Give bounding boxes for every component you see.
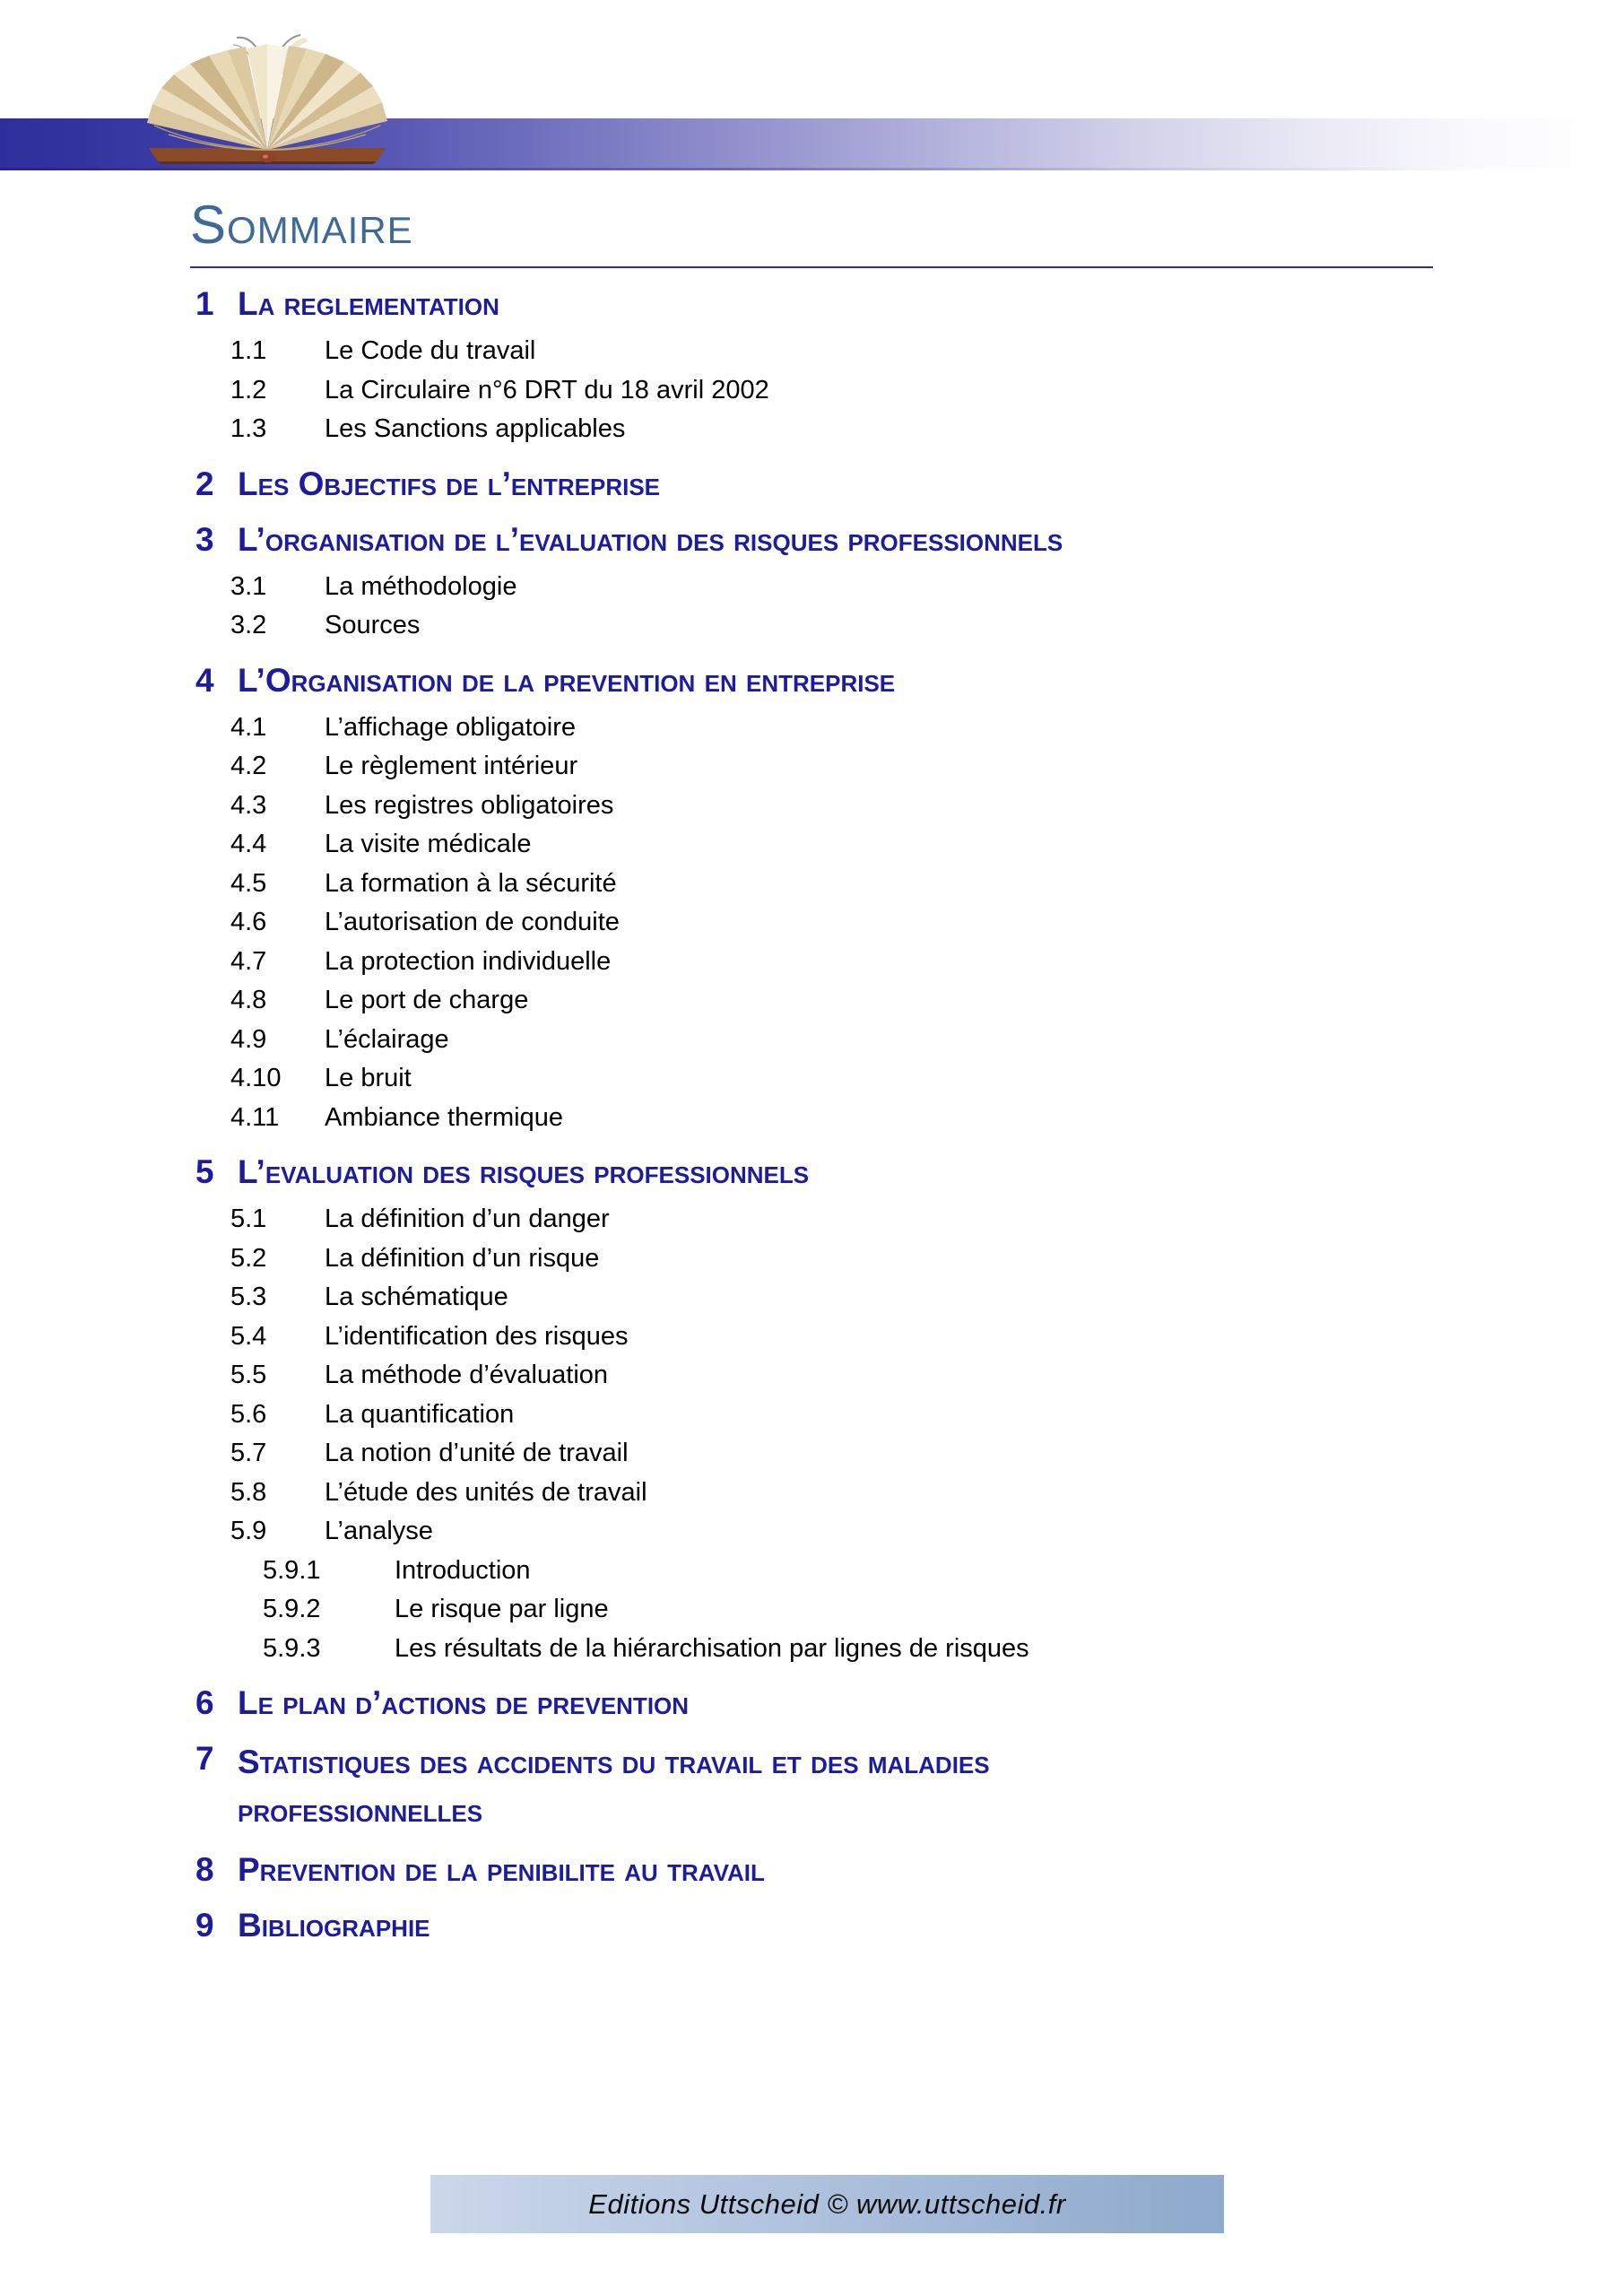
toc <box>195 283 1469 1953</box>
toc-item <box>230 606 1469 646</box>
toc-section-number: 3 <box>195 520 214 558</box>
toc-item-number: 5.8 <box>230 1477 267 1507</box>
toc-item-label: Le règlement intérieur <box>325 752 578 780</box>
toc-item-number: 5.9.1 <box>263 1555 321 1585</box>
toc-item-label: La définition d’un danger <box>325 1205 610 1233</box>
toc-item <box>230 825 1469 865</box>
toc-item-label: Sources <box>325 611 421 639</box>
toc-section-label <box>238 1683 689 1724</box>
toc-item-number: 3.1 <box>230 571 267 601</box>
toc-section <box>195 1849 1469 1891</box>
toc-section-label-line: Prevention de la penibilite au travail <box>238 1851 765 1888</box>
toc-section <box>195 660 1469 701</box>
toc-item-number: 4.11 <box>230 1102 280 1132</box>
toc-item-number: 5.7 <box>230 1439 267 1467</box>
toc-item-number: 4.5 <box>230 868 267 898</box>
toc-item-number: 5.9.3 <box>263 1633 321 1663</box>
toc-item <box>230 981 1469 1021</box>
toc-item <box>230 1200 1469 1239</box>
toc-item-number: 5.9.2 <box>263 1595 321 1623</box>
toc-item <box>230 410 1469 449</box>
toc-item-label: L’étude des unités de travail <box>325 1477 647 1507</box>
toc-item-number: 3.2 <box>230 611 267 639</box>
footer-band <box>430 2175 1224 2233</box>
toc-item <box>230 1474 1469 1513</box>
toc-section-label-line: Bibliographie <box>238 1907 430 1944</box>
toc-section-label <box>238 283 499 325</box>
toc-section-label-line: professionnelles <box>238 1792 483 1829</box>
toc-section-number: 1 <box>195 285 214 322</box>
toc-section <box>195 464 1469 505</box>
toc-item-label: Le risque par ligne <box>395 1595 609 1623</box>
toc-section-number: 6 <box>195 1684 214 1721</box>
toc-section-label-line: L’Organisation de la prevention en entreprise <box>238 661 896 699</box>
toc-item-label: La formation à la sécurité <box>325 868 617 898</box>
toc-item-number: 4.2 <box>230 752 267 780</box>
toc-section-label-line: Les Objectifs de l’entreprise <box>238 465 661 502</box>
toc-item-label: L’analyse <box>325 1517 433 1545</box>
toc-item-number: 4.4 <box>230 830 267 858</box>
toc-item <box>230 865 1469 904</box>
toc-section-label-line: L’evaluation des risques professionnels <box>238 1153 810 1190</box>
toc-section-number: 4 <box>195 661 214 699</box>
toc-section-label <box>238 1152 809 1193</box>
toc-item <box>230 1059 1469 1099</box>
toc-item-number: 1.1 <box>230 336 267 365</box>
toc-item-number: 1.3 <box>230 414 267 443</box>
toc-section-number: 7 <box>195 1740 214 1777</box>
toc-section-number: 9 <box>195 1907 214 1944</box>
toc-item-number: 4.6 <box>230 908 267 936</box>
toc-section-label <box>238 1849 765 1891</box>
toc-item-label: La notion d’unité de travail <box>325 1439 629 1467</box>
toc-section-label <box>238 660 895 701</box>
toc-section-label <box>238 464 660 505</box>
toc-section <box>195 1738 1469 1835</box>
toc-section-label-line: La reglementation <box>238 285 499 322</box>
toc-item <box>230 568 1469 607</box>
toc-item <box>230 709 1469 748</box>
toc-item-label: La quantification <box>325 1399 515 1429</box>
toc-item-number: 5.9 <box>230 1517 267 1545</box>
toc-section-number: 2 <box>195 465 214 502</box>
toc-section-label-line: L’organisation de l’evaluation des risques professionnels <box>238 520 1063 558</box>
toc-item <box>230 943 1469 982</box>
toc-item-label: La méthode d’évaluation <box>325 1361 609 1389</box>
toc-item <box>230 1099 1469 1138</box>
toc-section <box>195 1683 1469 1724</box>
toc-item-label: Les registres obligatoires <box>325 790 614 820</box>
toc-item-label: L’autorisation de conduite <box>325 908 620 936</box>
footer-text: Editions Uttscheid © www.uttscheid.fr <box>588 2187 1066 2220</box>
title-underline-rule <box>190 266 1433 268</box>
toc-item-number: 4.9 <box>230 1024 267 1054</box>
toc-item-number: 5.1 <box>230 1205 267 1233</box>
toc-section <box>195 1152 1469 1193</box>
toc-item <box>263 1630 1469 1669</box>
toc-item-number: 4.3 <box>230 790 267 820</box>
toc-section-label-line: Le plan d’actions de prevention <box>238 1684 690 1721</box>
toc-item-label: L’affichage obligatoire <box>325 712 577 742</box>
toc-item <box>263 1590 1469 1630</box>
toc-section-label <box>238 519 1063 561</box>
toc-item-label: L’identification des risques <box>325 1321 629 1351</box>
toc-item-number: 5.5 <box>230 1361 267 1389</box>
toc-section <box>195 519 1469 561</box>
toc-item-number: 5.6 <box>230 1399 267 1429</box>
toc-section-number: 8 <box>195 1851 214 1888</box>
toc-section-label <box>238 1905 430 1946</box>
toc-item <box>230 903 1469 943</box>
toc-item <box>263 1552 1469 1591</box>
toc-item <box>230 1021 1469 1060</box>
toc-item-label: Le port de charge <box>325 986 529 1014</box>
toc-item-number: 4.1 <box>230 712 267 742</box>
toc-item-number: 4.10 <box>230 1064 282 1092</box>
toc-section <box>195 283 1469 325</box>
toc-item <box>230 1434 1469 1474</box>
toc-item <box>230 1239 1469 1279</box>
toc-item-label: La Circulaire n°6 DRT du 18 avril 2002 <box>325 375 769 404</box>
toc-item-number: 5.3 <box>230 1283 267 1311</box>
toc-item-number: 1.2 <box>230 375 267 404</box>
toc-item <box>230 1318 1469 1357</box>
toc-item-label: La méthodologie <box>325 571 517 601</box>
toc-section-label <box>238 1738 990 1835</box>
toc-item-label: Ambiance thermique <box>325 1102 563 1132</box>
toc-item-label: Les résultats de la hiérarchisation par lignes de risques <box>395 1633 1029 1663</box>
toc-item-label: La visite médicale <box>325 830 532 858</box>
toc-item-number: 4.7 <box>230 946 267 976</box>
toc-section-number: 5 <box>195 1153 214 1190</box>
toc-item-label: La définition d’un risque <box>325 1243 600 1273</box>
open-book-illustration <box>142 32 393 169</box>
page-title: Sommaire <box>190 195 413 255</box>
toc-item-label: Introduction <box>395 1555 531 1585</box>
toc-item <box>230 371 1469 411</box>
toc-item-label: La protection individuelle <box>325 946 612 976</box>
toc-item <box>230 1396 1469 1435</box>
toc-item <box>230 787 1469 826</box>
toc-item <box>230 1278 1469 1318</box>
toc-item-label: Les Sanctions applicables <box>325 414 626 443</box>
toc-item <box>230 747 1469 787</box>
toc-item-number: 4.8 <box>230 986 267 1014</box>
toc-item <box>230 1356 1469 1396</box>
toc-item <box>230 1512 1469 1552</box>
toc-item-label: Le bruit <box>325 1064 412 1092</box>
toc-item-label: L’éclairage <box>325 1024 449 1054</box>
toc-item <box>230 332 1469 371</box>
toc-item-label: La schématique <box>325 1283 508 1311</box>
toc-section-label-line: Statistiques des accidents du travail et des maladies <box>238 1744 990 1780</box>
toc-item-number: 5.4 <box>230 1321 267 1351</box>
toc-item-number: 5.2 <box>230 1243 267 1273</box>
toc-item-label: Le Code du travail <box>325 336 536 365</box>
toc-section <box>195 1905 1469 1946</box>
